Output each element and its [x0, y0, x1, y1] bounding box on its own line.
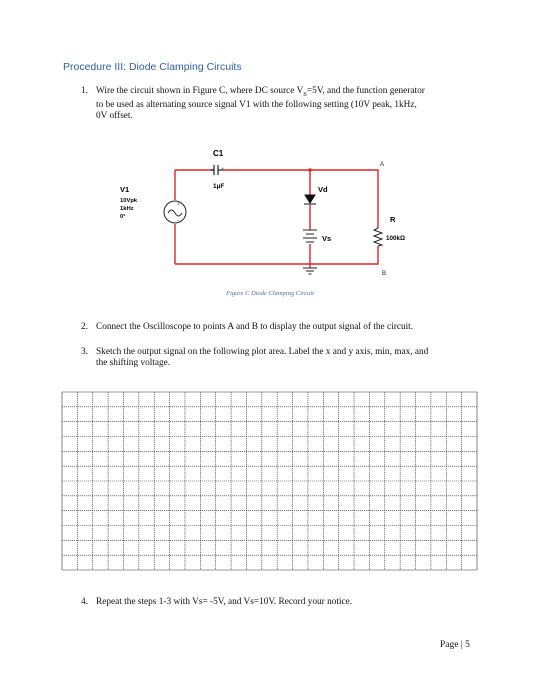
capacitor-polarity-mark: + — [221, 167, 225, 173]
ground-icon — [303, 268, 317, 274]
vs-label: Vs — [322, 234, 332, 243]
ac-source-v1 — [164, 201, 186, 224]
r-value: 100kΩ — [386, 235, 406, 242]
wire-top-right — [225, 170, 378, 228]
v1-phase: 0° — [120, 214, 126, 220]
node-a-label: A — [380, 162, 385, 168]
resistor-r — [374, 228, 382, 246]
v1-label: V1 — [120, 185, 130, 194]
step-text: Sketch the output signal on the following plot area. Label the x and y axis, min, max, and the shifting voltage. — [96, 347, 429, 369]
node-b-label: B — [382, 271, 387, 277]
r-label: R — [390, 215, 396, 224]
step-text: Connect the Oscilloscope to points A and B to display the output signal of the circuit. — [96, 322, 414, 332]
figure-caption: Figure C Diode Clamping Circuit — [226, 290, 314, 297]
wire-bottom — [175, 246, 378, 264]
c1-label: C1 — [213, 149, 224, 158]
svg-text:-: - — [177, 218, 179, 224]
v1-frequency: 1kHz — [120, 206, 134, 212]
c1-value: 1µF — [213, 183, 225, 190]
svg-text:+: + — [177, 202, 181, 208]
step-number: 4. — [81, 597, 88, 607]
section-heading: Procedure III: Diode Clamping Circuits — [63, 61, 242, 73]
junction-dot — [308, 168, 312, 172]
step-number: 2. — [81, 322, 88, 332]
page-number: Page | 5 — [440, 640, 470, 650]
step-text: Repeat the steps 1-3 with Vs= -5V, and Vs=10V. Record your notice. — [96, 597, 353, 607]
diode-vd — [304, 195, 316, 204]
v1-amplitude: 10Vpk — [120, 198, 138, 204]
dc-source-vs — [303, 230, 317, 242]
step-text: Wire the circuit shown in Figure C, where DC source $V_S=5V$, and the function generator to be used as alternating source signal V1 with the following setting (10V peak, 1kHz, 0V offset. — [96, 86, 425, 122]
step-number: 1. — [81, 86, 88, 96]
step-number: 3. — [81, 347, 88, 357]
plot-area-grid — [62, 392, 477, 570]
vd-label: Vd — [318, 185, 328, 194]
